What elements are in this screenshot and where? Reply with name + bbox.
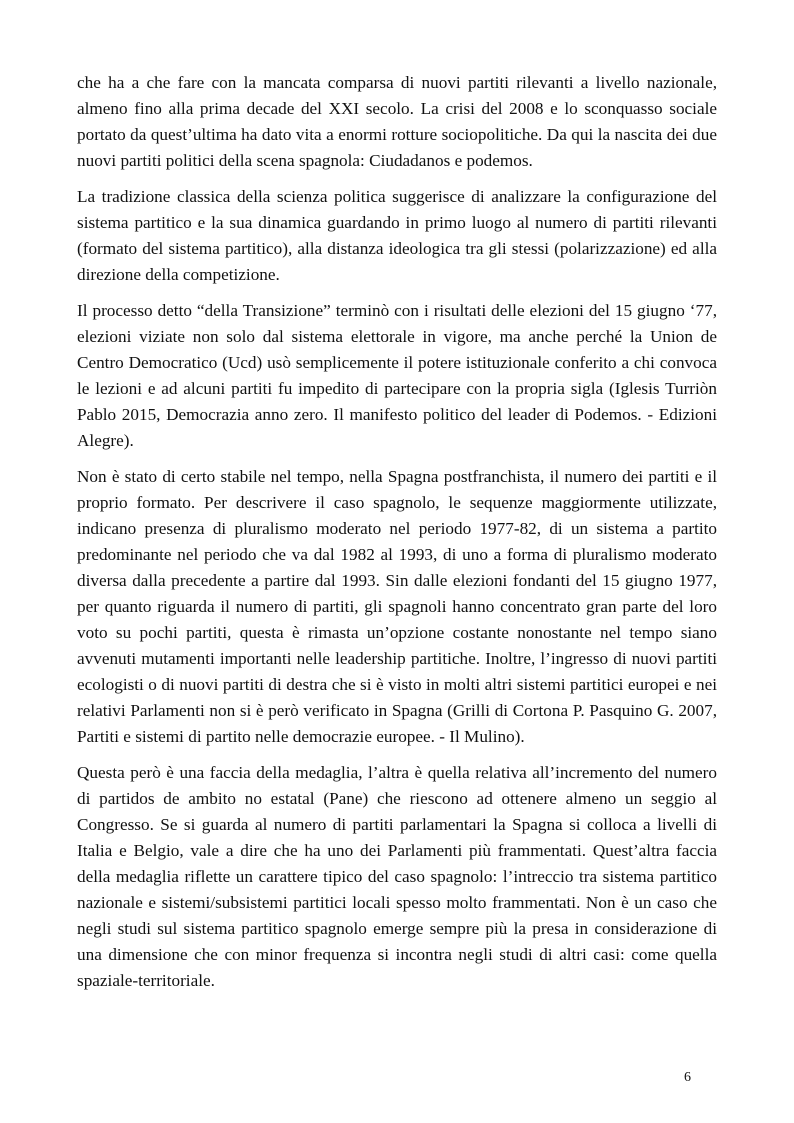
page-number: 6 (684, 1070, 691, 1085)
paragraph-2: La tradizione classica della scienza politica suggerisce di analizzare la configurazione del sistema partitico e la sua dinamica guardando in primo luogo al numero di partiti rilevanti (formato del sistema partitico), alla distanza ideologica tra gli stessi (polarizzazione) ed alla direzione della competizione. (77, 187, 717, 284)
paragraph-4: Non è stato di certo stabile nel tempo, nella Spagna postfranchista, il numero dei partiti e il proprio formato. Per descrivere il caso spagnolo, le sequenze maggiormente utilizzate, indicano presenza di pluralismo moderato nel periodo 1977-82, di un sistema a partito predominante nel periodo che va dal 1982 al 1993, di uno a forma di pluralismo moderato diversa dalla precedente a partire dal 1993. Sin dalle elezioni fondanti del 15 giugno 1977, per quanto riguarda il numero di partiti, gli spagnoli hanno concentrato gran parte del loro voto su pochi partiti, questa è rimasta un’opzione costante nonostante nel tempo siano avvenuti mutamenti importanti nelle leadership partitiche. Inoltre, l’ingresso di nuovi partiti ecologisti o di nuovi partiti di destra che si è visto in molti altri sistemi partitici europei e nei relativi Parlamenti non si è però verificato in Spagna (Grilli di Cortona P. Pasquino G. 2007, Partiti e sistemi di partito nelle democrazie europee. - Il Mulino). (77, 467, 717, 746)
paragraph-5: Questa però è una faccia della medaglia, l’altra è quella relativa all’incremento del numero di partidos de ambito no estatal (Pane) che riescono ad ottenere almeno un seggio al Congresso. Se si guarda al numero di partiti parlamentari la Spagna si colloca a livelli di Italia e Belgio, vale a dire che ha uno dei Parlamenti più frammentati. Quest’altra faccia della medaglia riflette un carattere tipico del caso spagnolo: l’intreccio tra sistema partitico nazionale e sistemi/subsistemi partitici locali spesso molto frammentati. Non è un caso che negli studi sul sistema partitico spagnolo emerge sempre più la presa in considerazione di una dimensione che con minor frequenza si incontra negli studi di altri casi: come quella spaziale-territoriale. (77, 763, 717, 990)
paragraph-1: che ha a che fare con la mancata comparsa di nuovi partiti rilevanti a livello nazionale, almeno fino alla prima decade del XXI secolo. La crisi del 2008 e lo sconquasso sociale portato da quest’ultima ha dato vita a enormi rotture sociopolitiche. Da qui la nascita dei due nuovi partiti politici della scena spagnola: Ciudadanos e podemos. (77, 73, 717, 170)
paragraph-3: Il processo detto “della Transizione” terminò con i risultati delle elezioni del 15 giugno ‘77, elezioni viziate non solo dal sistema elettorale in vigore, ma anche perché la Union de Centro Democratico (Ucd) usò semplicemente il potere istituzionale conferito a chi convoca le lezioni e ad alcuni partiti fu impedito di partecipare con la propria sigla (Iglesis Turriòn Pablo 2015, Democrazia anno zero. Il manifesto politico del leader di Podemos. - Edizioni Alegre). (77, 301, 717, 450)
page-body (77, 70, 717, 1004)
